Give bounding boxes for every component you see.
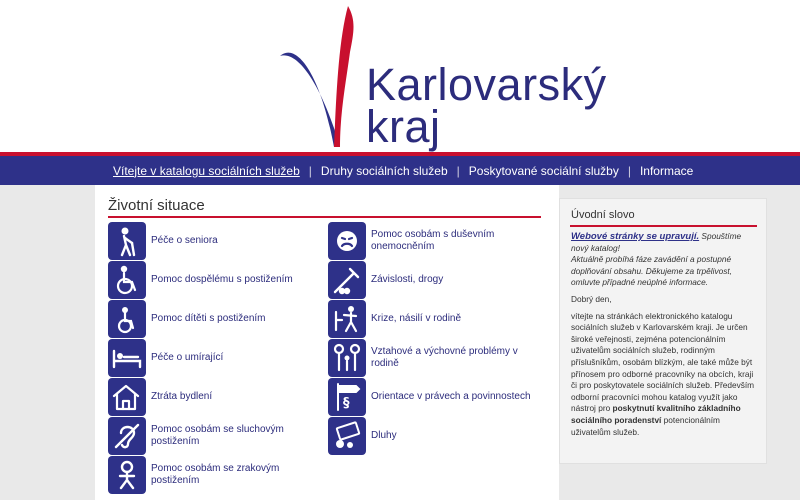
tile-label: Dluhy [371,430,397,441]
law-signpost-icon [328,378,366,416]
senior-cane-icon [108,222,146,260]
tile-label: Pomoc dítěti s postižením [151,313,266,324]
logo-text[interactable] [366,59,607,152]
adult-wheelchair-icon [108,261,146,299]
header [0,0,800,154]
tile-visual-disability[interactable] [108,456,321,494]
notice [571,231,759,289]
tile-label: Orientace v právech a povinnostech [371,391,531,402]
logo-mark-icon[interactable] [274,2,374,152]
tile-adult-disability[interactable] [108,261,321,299]
crisis-icon [328,300,366,338]
tile-label: Závislosti, drogy [371,274,444,285]
tile-debts[interactable] [328,417,541,455]
tile-label: Vztahové a výchovné problémy v rodině [371,346,518,369]
section-divider [108,216,541,218]
welcome-text-bold: poskytnutí kvalitního základního sociálního poradenství [571,403,741,425]
nav-item-welcome[interactable]: Vítejte v katalogu sociálních služeb [113,163,300,178]
tile-senior-care[interactable] [108,222,321,260]
tile-label: Pomoc osobám se sluchovým postižením [151,424,284,447]
tile-mental-illness[interactable] [328,222,541,260]
logo-line-1: Karlovarský [366,59,607,110]
family-icon [328,339,366,377]
nav-separator: | [627,163,631,178]
bed-icon [108,339,146,377]
tile-addiction[interactable] [328,261,541,299]
tile-dying-care[interactable] [108,339,321,377]
welcome-text-main: vítejte na stránkách elektronického katalogu sociálních služeb v Karlovarském kraji. Je určen široké veřejnosti, zejména potencionálním uživatelům sociálních služeb, rodinným příslušníkům, osobám blízkým, ale také může být přínosem pro odborné pracovníky na obcích, kraji či pro poskytovatele sociálních služeb. Především odborní pracovníci mohou katalog využít jako nástroj pro [571,310,755,414]
child-wheelchair-icon [108,300,146,338]
svg-text:§: § [343,396,350,411]
tile-rights-obligations[interactable] [328,378,541,416]
notice-body: Aktuálně probíhá fáze zavádění a postupné doplňování obsahu. Děkujeme za trpělivost, omluvte případné neúplné informace. [571,254,732,288]
nav-separator: | [456,163,460,178]
nav-item-provided-services[interactable]: Poskytované sociální služby [468,163,619,178]
intro-sidebar [559,198,767,464]
welcome-text [571,311,759,439]
logo-line-2: kraj [366,101,441,152]
tile-label: Krize, násilí v rodině [371,313,462,324]
nav-separator: | [308,163,312,178]
notice-suffix: Spouštíme nový katalog! [571,231,742,253]
tile-family-relations[interactable] [328,339,541,377]
sidebar-body [571,231,759,443]
ear-crossed-icon [108,417,146,455]
blind-person-icon [108,456,146,494]
nav-item-information[interactable]: Informace [639,163,694,178]
tile-child-disability[interactable] [108,300,321,338]
sidebar-title: Úvodní slovo [571,209,635,221]
notice-title: Webové stránky se upravují. [571,231,700,242]
tile-label: Pomoc dospělému s postižením [151,274,293,285]
sad-face-icon [328,222,366,260]
house-icon [108,378,146,416]
tile-label: Pomoc osobám se zrakovým postižením [151,463,280,486]
tile-label: Ztráta bydlení [151,391,213,402]
tile-housing-loss[interactable] [108,378,321,416]
money-icon [328,417,366,455]
nav-item-service-types[interactable]: Druhy sociálních služeb [320,163,448,178]
sidebar-divider [570,225,757,227]
tile-hearing-disability[interactable] [108,417,321,455]
life-situations-panel [95,185,559,500]
tile-label: Pomoc osobám s duševním onemocněním [371,229,495,252]
greeting: Dobrý den, [571,293,612,304]
section-title: Životní situace [108,197,205,214]
tile-label: Péče o seniora [151,235,218,246]
main-navigation [0,156,800,185]
tile-label: Péče o umírající [151,352,224,363]
welcome-text-end: potencionálním uživatelům služeb. [571,414,720,437]
tile-family-crisis[interactable] [328,300,541,338]
syringe-icon [328,261,366,299]
